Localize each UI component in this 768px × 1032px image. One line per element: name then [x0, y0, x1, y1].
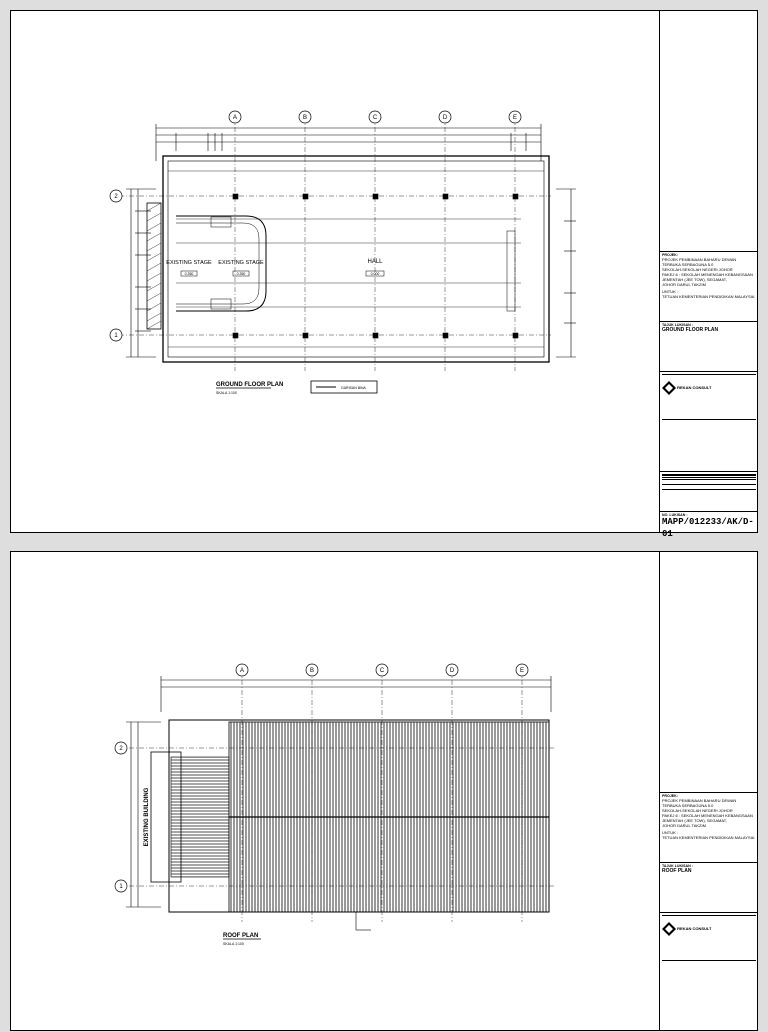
revision-section — [660, 471, 758, 511]
untuk-label: UNTUK : — [662, 830, 678, 836]
project-line: SEKOLAH-SEKOLAH NEGERI JOHOR — [662, 808, 733, 814]
project-line: PROJEK PEMBINAAN BAHARU DEWAN — [662, 257, 737, 263]
existing-lower-roof — [171, 757, 229, 877]
existing-building-label: EXISTING BUILDING — [144, 787, 150, 847]
drawing-title-section — [660, 321, 758, 371]
drawing-title-section-2 — [660, 862, 758, 912]
tb-drawing-title: ROOF PLAN — [662, 868, 692, 875]
grid-label-d: D — [442, 115, 448, 121]
project-line: JEMENTAH (JEE TOW), SEGAMAT, — [662, 277, 727, 283]
project-line: PAKEJ 6 : SEKOLAH MENENGAH KEBANGSAAN — [662, 813, 753, 819]
project-line: JEMENTAH (JEE TOW), SEGAMAT, — [662, 818, 727, 824]
stage-right-level: 0.350 — [236, 272, 246, 276]
project-line: SEKOLAH-SEKOLAH NEGERI JOHOR — [662, 267, 733, 273]
project-heading: PROJEK: — [662, 253, 678, 257]
grid-label-row-1: 1 — [114, 333, 118, 339]
client-name: TETUAN KEMENTERIAN PENDIDIKAN MALAYSIA — [662, 294, 755, 300]
project-line: PAKEJ 6 : SEKOLAH MENENGAH KEBANGSAAN — [662, 272, 753, 278]
ground-floor-plan-svg — [11, 11, 659, 534]
drawing-number: MAPP/012233/AK/D-01 — [662, 517, 754, 539]
roof-grid-label-c: C — [379, 668, 385, 674]
drawing-sheet-roof — [10, 551, 758, 1031]
roof-grid-label-d: D — [449, 668, 455, 674]
grid-label-c: C — [372, 115, 378, 121]
drawing-scale-ground-floor: SKALA 1:100 — [216, 391, 237, 395]
legend-label: GARISAN BINA — [341, 386, 366, 390]
grid-label-row-2: 2 — [114, 194, 118, 200]
title-block-1 — [659, 11, 758, 539]
stage-left-level: 0.350 — [184, 272, 194, 276]
untuk-label: UNTUK : — [662, 289, 678, 295]
firm-name: REKAN CONSULT — [677, 925, 712, 931]
room-existing-stage-right: EXISTING STAGE — [218, 260, 264, 266]
client-name: TETUAN KEMENTERIAN PENDIDIKAN MALAYSIA — [662, 835, 755, 841]
consultant-section — [660, 371, 758, 471]
drawing-sheet-ground-floor — [10, 10, 758, 539]
project-line: TERBUKA SERBAGUNA 5.0 — [662, 803, 714, 809]
tajuk-label: TAJUK LUKISAN : — [662, 864, 693, 868]
drawing-title-ground-floor: GROUND FLOOR PLAN — [216, 382, 284, 388]
firm-name: REKAN CONSULT — [677, 384, 712, 390]
room-existing-stage-left: EXISTING STAGE — [166, 260, 212, 266]
project-line: JOHOR DARUL TAKZIM — [662, 282, 706, 288]
grid-label-b: B — [302, 115, 308, 121]
title-block-2 — [659, 552, 758, 1030]
roof-plan-svg — [11, 552, 659, 1032]
drawing-no-label: NO. LUKISAN : — [662, 513, 688, 517]
drawing-title-roof: ROOF PLAN — [223, 933, 259, 939]
roof-grid-label-row-1: 1 — [119, 884, 123, 890]
consultant-logo-icon — [662, 381, 676, 395]
project-section — [660, 251, 758, 321]
project-line: JOHOR DARUL TAKZIM — [662, 823, 706, 829]
tb-drawing-title: GROUND FLOOR PLAN — [662, 327, 719, 334]
project-heading: PROJEK: — [662, 794, 678, 798]
roof-grid-label-b: B — [309, 668, 315, 674]
roof-grid-label-a: A — [239, 668, 245, 674]
project-line: TERBUKA SERBAGUNA 5.0 — [662, 262, 714, 268]
grid-label-a: A — [232, 115, 238, 121]
roof-grid-label-row-2: 2 — [119, 746, 123, 752]
grid-label-e: E — [512, 115, 518, 121]
consultant-logo-icon — [662, 922, 676, 936]
roof-drawing — [11, 552, 659, 1030]
drawing-number-section — [660, 511, 758, 539]
consultant-section-2 — [660, 912, 758, 1032]
project-section-2 — [660, 792, 758, 862]
project-line: PROJEK PEMBINAAN BAHARU DEWAN — [662, 798, 737, 804]
drawing-scale-roof: SKALA 1:100 — [223, 942, 244, 946]
room-hall: HALL — [367, 259, 383, 265]
roof-grid-label-e: E — [519, 668, 525, 674]
tajuk-label: TAJUK LUKISAN : — [662, 323, 693, 327]
hall-level: 0.000 — [370, 272, 380, 276]
ground-floor-drawing — [11, 11, 659, 532]
